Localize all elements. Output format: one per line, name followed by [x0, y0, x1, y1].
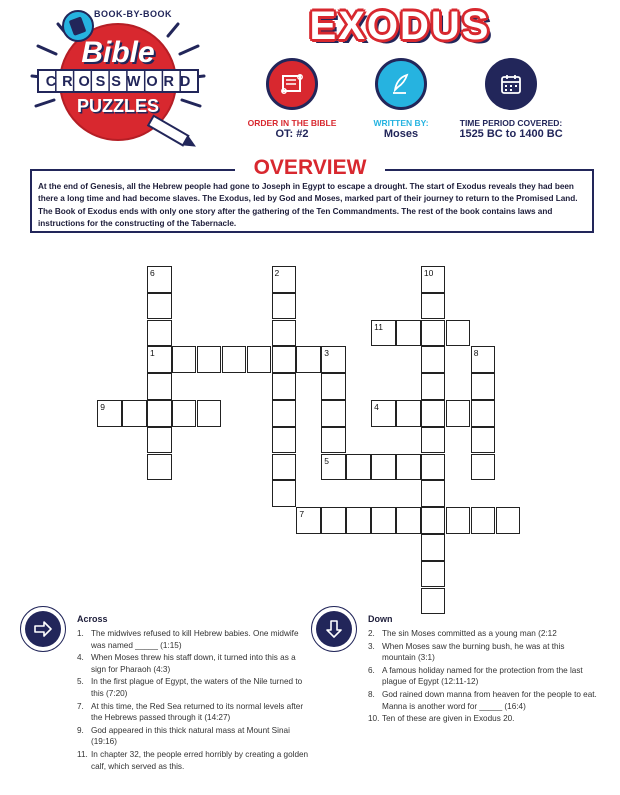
clue-item	[77, 652, 309, 675]
crossword-cell[interactable]	[471, 454, 496, 481]
crossword-cell[interactable]	[421, 320, 446, 347]
clue-number: 2	[274, 268, 280, 278]
crossword-cell[interactable]	[272, 346, 297, 373]
clue-number: 9	[100, 402, 105, 412]
arrow-right-icon	[33, 621, 53, 637]
crossword-cell[interactable]	[421, 400, 446, 427]
across-arrow-badge	[20, 606, 66, 652]
crossword-cell[interactable]	[421, 454, 446, 481]
crossword-cell[interactable]	[371, 507, 396, 534]
logo-crossword-text: CROSSWORD	[45, 74, 197, 90]
clue-number: 1	[150, 348, 155, 359]
crossword-cell[interactable]	[147, 427, 172, 454]
clue-item	[368, 689, 600, 712]
crossword-cell[interactable]	[122, 400, 147, 427]
crossword-cell[interactable]	[272, 427, 297, 454]
crossword-cell[interactable]	[222, 346, 247, 373]
clue-number: 4	[374, 402, 379, 412]
clue-item-text: Ten of these are given in Exodus 20.	[382, 714, 515, 724]
crossword-cell[interactable]	[371, 454, 396, 481]
clue-item	[77, 701, 309, 724]
crossword-cell[interactable]	[296, 346, 321, 373]
crossword-cell[interactable]	[147, 400, 172, 427]
crossword-cell[interactable]	[321, 427, 346, 454]
clue-item-text: A famous holiday named for the protection from the last plague of Egypt (12:11-12)	[382, 665, 583, 687]
clue-item-text: In chapter 32, the people erred horribly by creating a golden calf, which served as this.	[91, 749, 309, 771]
clue-item	[368, 628, 600, 640]
across-arrow-circle	[25, 611, 61, 647]
clue-item	[77, 725, 309, 748]
crossword-cell[interactable]	[396, 400, 421, 427]
crossword-cell[interactable]	[421, 373, 446, 400]
crossword-cell[interactable]	[421, 480, 446, 507]
crossword-cell[interactable]	[471, 507, 496, 534]
down-arrow-circle	[316, 611, 352, 647]
crossword-cell[interactable]	[147, 454, 172, 481]
author-label: WRITTEN BY:	[373, 118, 429, 128]
crossword-cell[interactable]	[421, 534, 446, 561]
crossword-cell[interactable]	[471, 427, 496, 454]
crossword-cell[interactable]	[496, 507, 521, 534]
crossword-cell[interactable]	[421, 346, 446, 373]
clue-number: 10	[423, 268, 434, 278]
crossword-cell[interactable]	[97, 400, 122, 427]
crossword-cell[interactable]	[421, 588, 446, 615]
order-value: OT: #2	[275, 128, 309, 140]
crossword-cell[interactable]	[321, 373, 346, 400]
crossword-cell[interactable]	[172, 400, 197, 427]
crossword-cell[interactable]	[396, 507, 421, 534]
clue-number: 3	[324, 348, 330, 359]
crossword-cell[interactable]	[272, 293, 297, 320]
arrow-down-icon	[326, 619, 342, 639]
logo-puzzles-text: PUZZLES	[76, 96, 159, 116]
down-clue-list	[368, 628, 600, 726]
clue-number: 7	[299, 509, 305, 520]
clue-item	[77, 749, 309, 772]
crossword-cell[interactable]	[446, 400, 471, 427]
clue-item	[77, 628, 309, 651]
crossword-cell[interactable]	[296, 507, 321, 534]
crossword-cell[interactable]	[147, 346, 172, 373]
quill-icon	[390, 73, 412, 95]
crossword-cell[interactable]	[421, 427, 446, 454]
clue-item-text: When Moses saw the burning bush, he was at this mountain (3:1)	[382, 641, 565, 663]
crossword-cell[interactable]	[272, 266, 297, 293]
crossword-cell[interactable]	[272, 400, 297, 427]
across-clue-list	[77, 628, 309, 773]
clue-item-number: 9.	[77, 725, 84, 735]
crossword-cell[interactable]	[446, 507, 471, 534]
crossword-cell[interactable]	[321, 507, 346, 534]
clue-item-text: In the first plague of Egypt, the waters of the Nile turned to this (7:20)	[91, 677, 303, 698]
crossword-cell[interactable]	[346, 507, 371, 534]
logo-top-text: BOOK-BY-BOOK	[94, 9, 172, 19]
clue-item-number: 5.	[77, 677, 84, 687]
clue-item	[368, 665, 600, 688]
clue-number: 5	[324, 455, 330, 466]
clue-number: 6	[150, 268, 155, 278]
crossword-cell[interactable]	[446, 320, 471, 347]
crossword-cell[interactable]	[147, 373, 172, 400]
clue-number: 11	[374, 321, 383, 332]
order-icon-circle	[266, 58, 318, 110]
clue-item-number: 8.	[368, 689, 375, 699]
overview-heading: OVERVIEW	[253, 156, 367, 179]
clue-item-text: God rained down manna from heaven for the people to eat. Manna is another word for _____ (16:4)	[382, 689, 597, 711]
crossword-cell[interactable]	[396, 320, 421, 347]
crossword-cell[interactable]	[346, 454, 371, 481]
crossword-cell[interactable]	[172, 346, 197, 373]
order-label: ORDER IN THE BIBLE	[247, 118, 337, 128]
crossword-cell[interactable]	[421, 293, 446, 320]
period-value: 1525 BC to 1400 BC	[459, 128, 563, 140]
author-value: Moses	[383, 128, 419, 140]
clue-item-number: 2.	[368, 629, 375, 638]
clue-item-text: The sin Moses committed as a young man (2:12	[382, 629, 557, 638]
book-title: EXODUS	[309, 4, 491, 48]
down-arrow-badge	[311, 606, 357, 652]
logo	[28, 6, 208, 156]
crossword-cell[interactable]	[471, 346, 496, 373]
clue-item-text: The midwives refused to kill Hebrew babies. One midwife was named _____ (1:15)	[91, 629, 299, 650]
clue-item-number: 1.	[77, 629, 84, 638]
scroll-icon	[280, 73, 304, 95]
calendar-icon	[500, 73, 522, 95]
clue-item-number: 10.	[368, 714, 380, 724]
crossword-cell[interactable]	[197, 400, 222, 427]
clue-item-number: 6.	[368, 665, 375, 675]
crossword-cell[interactable]	[321, 400, 346, 427]
crossword-cell[interactable]	[272, 454, 297, 481]
crossword-cell[interactable]	[321, 346, 346, 373]
crossword-cell[interactable]	[272, 320, 297, 347]
crossword-cell[interactable]	[421, 561, 446, 588]
clue-item-text: When Moses threw his staff down, it turned into this as a sign for Pharaoh (4:3)	[91, 653, 296, 674]
across-heading: Across	[77, 614, 108, 624]
crossword-cell[interactable]	[421, 266, 446, 293]
clue-item-number: 3.	[368, 641, 375, 651]
crossword-cell[interactable]	[371, 400, 396, 427]
crossword-cell[interactable]	[272, 373, 297, 400]
clue-number: 8	[473, 348, 479, 359]
clue-item-number: 4.	[77, 653, 84, 663]
period-icon-circle	[485, 58, 537, 110]
clue-item	[368, 641, 600, 664]
crossword-cell[interactable]	[396, 454, 421, 481]
clue-item	[368, 713, 600, 725]
crossword-cell[interactable]	[247, 346, 272, 373]
clue-item-number: 7.	[77, 701, 84, 711]
clue-item-number: 11.	[77, 749, 88, 759]
crossword-cell[interactable]	[147, 320, 172, 347]
crossword-cell[interactable]	[471, 373, 496, 400]
crossword-cell[interactable]	[421, 507, 446, 534]
crossword-cell[interactable]	[371, 320, 396, 347]
crossword-cell[interactable]	[471, 400, 496, 427]
crossword-cell[interactable]	[272, 480, 297, 507]
clue-item-text: God appeared in this thick natural mass at Mount Sinai (19:16)	[91, 725, 290, 747]
info-period	[436, 58, 586, 140]
overview-text: At the end of Genesis, all the Hebrew people had gone to Joseph in Egypt to escape a drought. The start of Exodus reveals they had been there a long time and had become slaves. The Exodus, led by God and Moses, marked part of their journey to return to the Promised Land. The Book of Exodus ends with only one story after the gathering of the Ten Commandments. The rest of the book contains laws and instructions for the constructing of the Tabernacle.	[38, 182, 578, 229]
clue-item-text: At this time, the Red Sea returned to its normal levels after the Hebrews passed through it (14:27)	[91, 701, 304, 723]
clue-item	[77, 676, 309, 699]
crossword-cell[interactable]	[197, 346, 222, 373]
author-icon-circle	[375, 58, 427, 110]
crossword-cell[interactable]	[147, 293, 172, 320]
down-heading: Down	[368, 614, 393, 624]
crossword-cell[interactable]	[321, 454, 346, 481]
logo-bible-text: Bible	[81, 36, 155, 69]
crossword-cell[interactable]	[147, 266, 172, 293]
period-label: TIME PERIOD COVERED:	[459, 118, 563, 128]
